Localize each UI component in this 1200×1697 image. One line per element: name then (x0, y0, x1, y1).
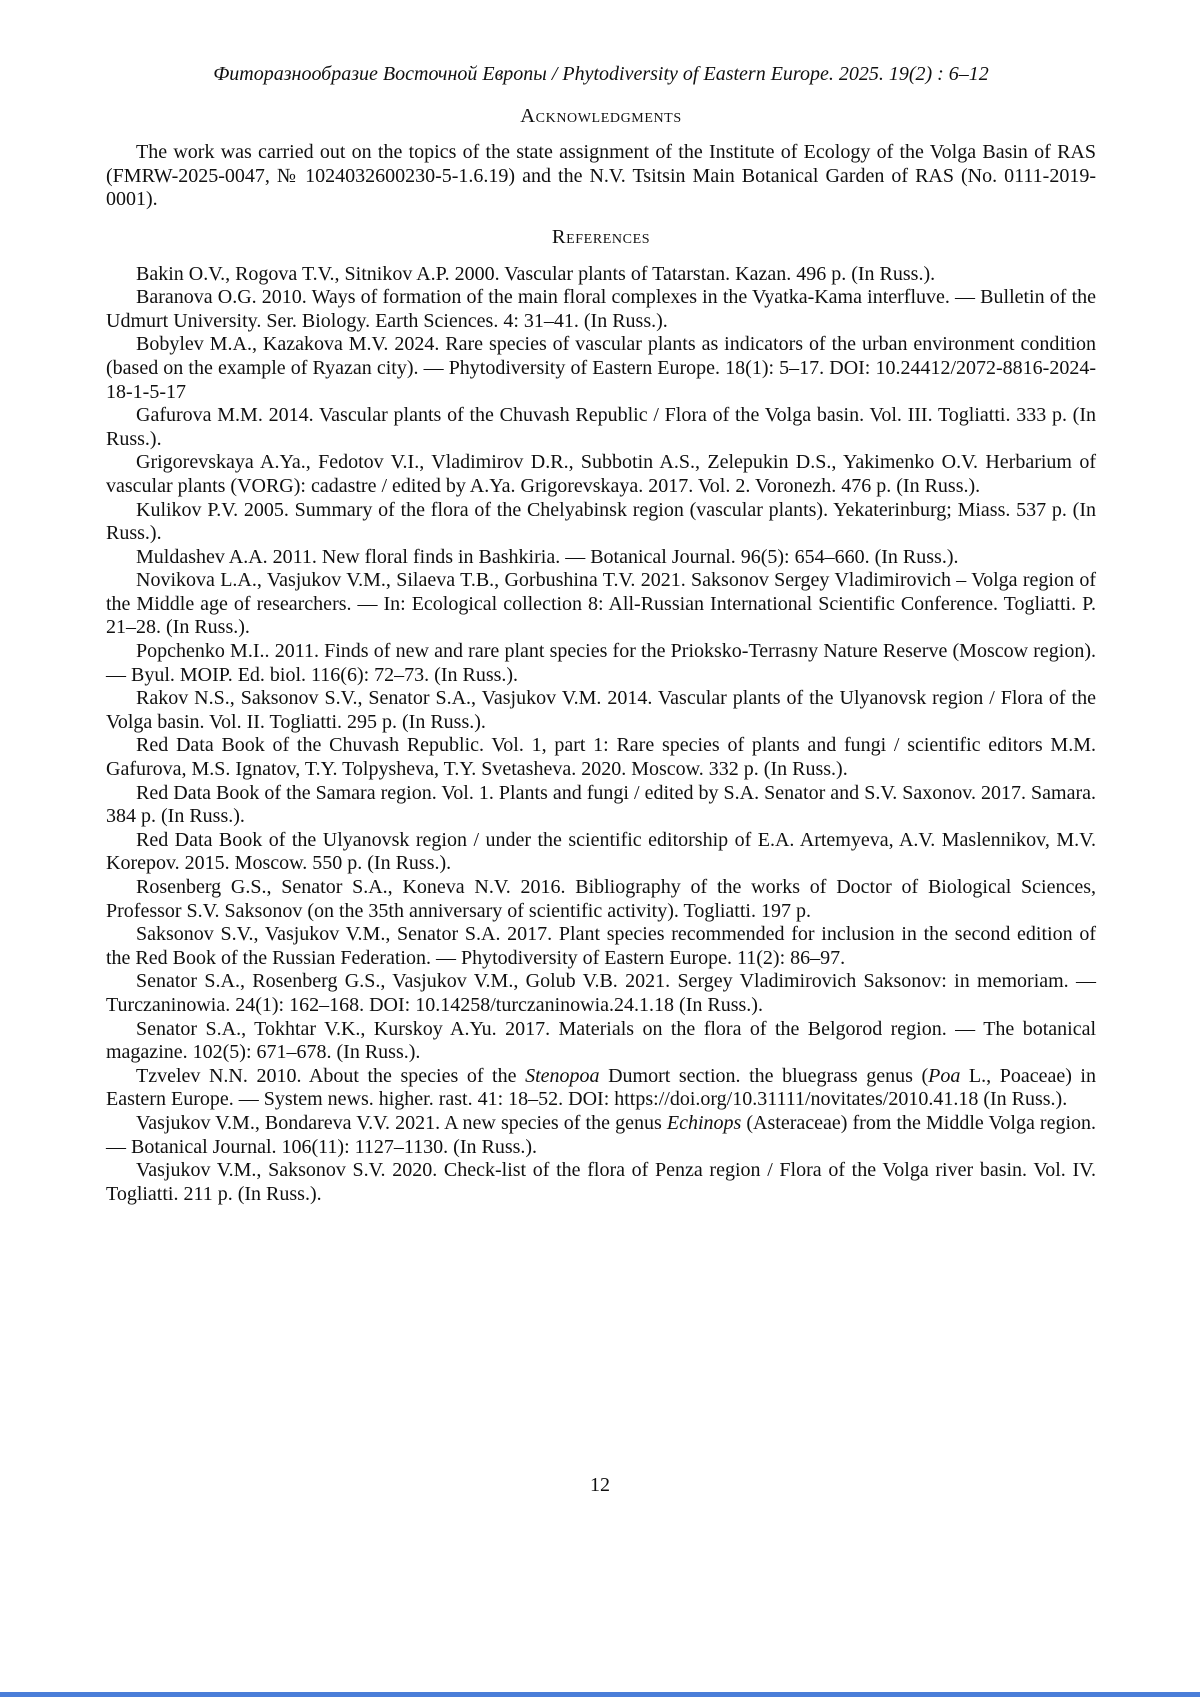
reference-item: Rakov N.S., Saksonov S.V., Senator S.A., Vasjukov V.M. 2014. Vascular plants of the Ulyanovsk region / Flora of the Volga basin. Vol. II. Togliatti. 295 p. (In Russ.). (106, 687, 1096, 733)
reference-item: Gafurova M.M. 2014. Vascular plants of the Chuvash Republic / Flora of the Volga basin. Vol. III. Togliatti. 333 p. (In Russ.). (106, 404, 1096, 450)
reference-item: Red Data Book of the Chuvash Republic. Vol. 1, part 1: Rare species of plants and fungi / scientific editors M.M. Gafurova, M.S. Ignatov, T.Y. Tolpysheva, T.Y. Svetasheva. 2020. Moscow. 332 p. (In Russ.). (106, 734, 1096, 781)
reference-item: Rosenberg G.S., Senator S.A., Koneva N.V. 2016. Bibliography of the works of Doctor of Biological Sciences, Professor S.V. Saksonov (on the 35th anniversary of scientific activity). Togliatti. 197 p. (106, 876, 1096, 922)
reference-item: Bobylev M.A., Kazakova M.V. 2024. Rare species of vascular plants as indicators of the urban environment condition (based on the example of Ryazan city). — Phytodiversity of Eastern Europe. 18(1): 5–17. DOI: 10.24412/2072-8816-2024-18-1-5-17 (106, 333, 1096, 403)
reference-item: Senator S.A., Rosenberg G.S., Vasjukov V.M., Golub V.B. 2021. Sergey Vladimirovich Saksonov: in memoriam. — Turczaninowia. 24(1): 162–168. DOI: 10.14258/turczaninowia.24.1.18 (In Russ.). (106, 970, 1096, 1016)
reference-item: Vasjukov V.M., Saksonov S.V. 2020. Check-list of the flora of Penza region / Flora of the Volga river basin. Vol. IV. Togliatti. 211 p. (In Russ.). (106, 1159, 1096, 1205)
reference-item: Kulikov P.V. 2005. Summary of the flora of the Chelyabinsk region (vascular plants). Yekaterinburg; Miass. 537 p. (In Russ.). (106, 498, 1096, 545)
reference-item: Senator S.A., Tokhtar V.K., Kurskoy A.Yu. 2017. Materials on the flora of the Belgorod region. — The botanical magazine. 102(5): 671–678. (In Russ.). (106, 1017, 1096, 1064)
bottom-blue-strip (0, 1692, 1200, 1697)
reference-item: Saksonov S.V., Vasjukov V.M., Senator S.A. 2017. Plant species recommended for inclusion in the second edition of the Red Book of the Russian Federation. — Phytodiversity of Eastern Europe. 11(2): 86–97. (106, 923, 1096, 969)
reference-item: Muldashev A.A. 2011. New floral finds in Bashkiria. — Botanical Journal. 96(5): 654–660. (In Russ.). (136, 545, 959, 568)
reference-item: Popchenko M.I.. 2011. Finds of new and rare plant species for the Prioksko-Terrasny Nature Reserve (Moscow region). — Byul. MOIP. Ed. biol. 116(6): 72–73. (In Russ.). (106, 640, 1096, 686)
reference-item: Grigorevskaya A.Ya., Fedotov V.I., Vladimirov D.R., Subbotin A.S., Zelepukin D.S., Yakimenko O.V. Herbarium of vascular plants (VORG): cadastre / edited by A.Ya. Grigorevskaya. 2017. Vol. 2. Voronezh. 476 p. (In Russ.). (106, 451, 1096, 497)
reference-item: Red Data Book of the Samara region. Vol. 1. Plants and fungi / edited by S.A. Senator and S.V. Saxonov. 2017. Samara. 384 p. (In Russ.). (106, 781, 1096, 828)
acknowledgments-heading: Acknowledgments (520, 104, 682, 127)
reference-item: Red Data Book of the Ulyanovsk region / under the scientific editorship of E.A. Artemyeva, A.V. Maslennikov, M.V. Korepov. 2015. Moscow. 550 p. (In Russ.). (106, 828, 1096, 875)
reference-item: Novikova L.A., Vasjukov V.M., Silaeva T.B., Gorbushina T.V. 2021. Saksonov Sergey Vladimirovich – Volga region of the Middle age of researchers. — In: Ecological collection 8: All-Russian International Scientific Conference. Togliatti. P. 21–28. (In Russ.). (106, 569, 1096, 639)
reference-item: Baranova O.G. 2010. Ways of formation of the main floral complexes in the Vyatka-Kama interfluve. — Bulletin of the Udmurt University. Ser. Biology. Earth Sciences. 4: 31–41. (In Russ.). (106, 286, 1096, 332)
reference-item: Vasjukov V.M., Bondareva V.V. 2021. A new species of the genus Echinops (Asteraceae) from the Middle Volga region. — Botanical Journal. 106(11): 1127–1130. (In Russ.). (106, 1111, 1097, 1158)
page-number: 12 (590, 1474, 610, 1496)
reference-item: Tzvelev N.N. 2010. About the species of the Stenopoa Dumort section. the bluegrass genus (Poa L., Poaceae) in Eastern Europe. — System news. higher. rast. 41: 18–52. DOI: https://doi.org/10.31111/novitates/2010.41.18 (In Russ.). (106, 1064, 1096, 1111)
reference-item: Bakin O.V., Rogova T.V., Sitnikov A.P. 2000. Vascular plants of Tatarstan. Kazan. 496 p. (In Russ.). (136, 262, 936, 285)
references-heading: References (551, 225, 651, 248)
acknowledgments-paragraph: The work was carried out on the topics of the state assignment of the Institute of Ecology of the Volga Basin of RAS (FMRW-2025-0047, № 1024032600230-5-1.6.19) and the N.V. Tsitsin Main Botanical Garden of RAS (No. 0111-2019-0001). (106, 141, 1096, 211)
references-list (106, 263, 1096, 1207)
journal-running-head: Фиторазнообразие Восточной Европы / Phytodiversity of Eastern Europe. 2025. 19(2) : 6–12 (213, 63, 989, 85)
